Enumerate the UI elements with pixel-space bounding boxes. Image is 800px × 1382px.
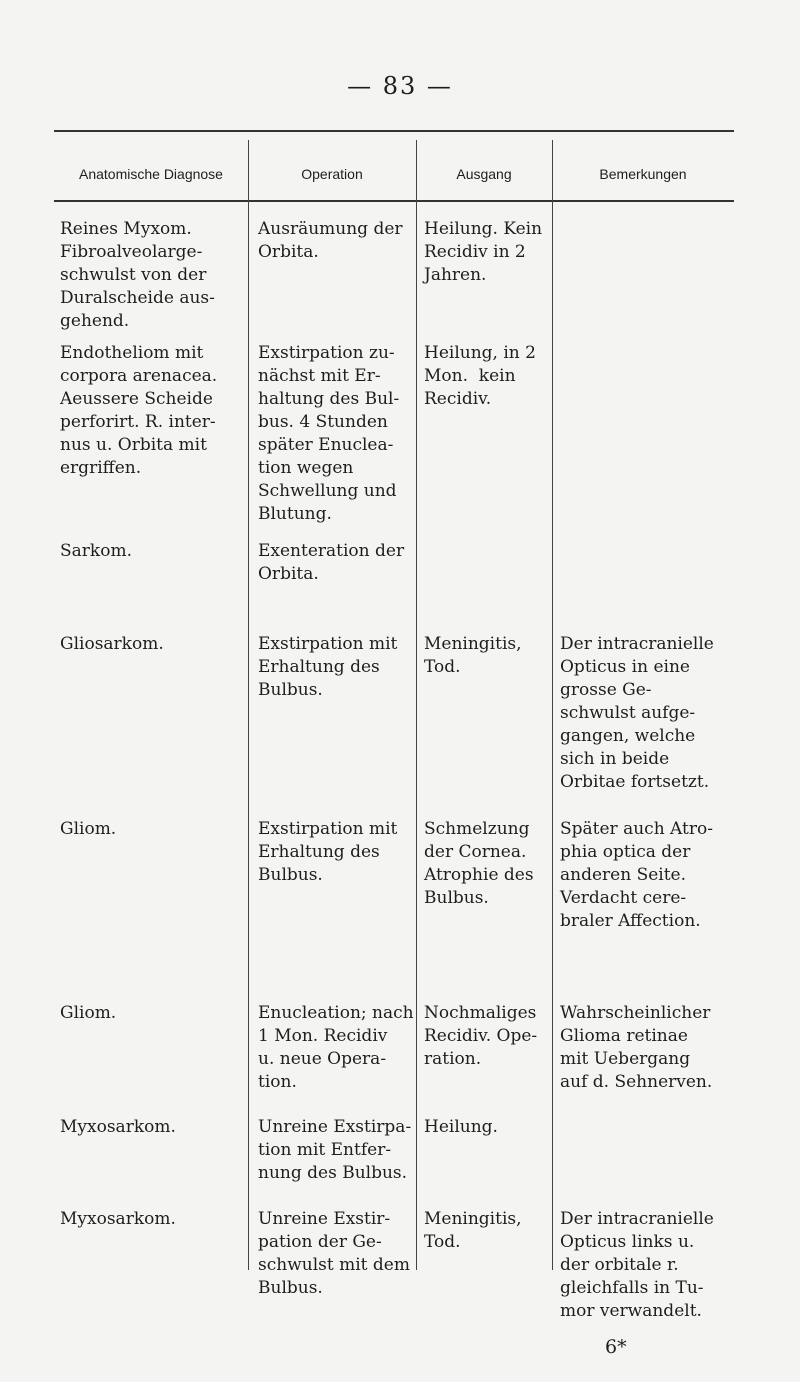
cell-diagnose: Myxosarkom.	[60, 1117, 176, 1137]
cell-ausgang: Nochmaliges Recidiv. Ope- ration.	[424, 1003, 538, 1069]
cell-ausgang: Heilung, in 2 Mon. kein Recidiv.	[424, 343, 536, 409]
header-bottom-rule	[54, 200, 734, 202]
header-ausgang: Ausgang	[456, 166, 512, 182]
cell-operation: Exenteration der Orbita.	[258, 541, 405, 584]
cell-ausgang: Schmelzung der Cornea. Atrophie des Bulbus.	[424, 819, 534, 908]
header-bemerkungen: Bemerkungen	[599, 166, 687, 182]
cell-diagnose: Sarkom.	[60, 541, 132, 561]
cell-ausgang: Meningitis, Tod.	[424, 634, 522, 677]
cell-bemerkungen: Der intracranielle Opticus links u. der orbitale r. gleichfalls in Tu- mor verwandelt.	[560, 1209, 714, 1321]
header-operation: Operation	[301, 166, 363, 182]
cell-diagnose: Gliom.	[60, 819, 117, 839]
cell-ausgang: Heilung.	[424, 1117, 498, 1137]
column-divider	[416, 140, 417, 1270]
cell-diagnose: Gliosarkom.	[60, 634, 164, 654]
cell-diagnose: Reines Myxom. Fibroalveolarge- schwulst von der Duralscheide aus- gehend.	[60, 219, 215, 331]
cell-operation: Exstirpation mit Erhaltung des Bulbus.	[258, 819, 398, 885]
cell-operation: Enucleation; nach 1 Mon. Recidiv u. neue Opera- tion.	[258, 1003, 414, 1092]
cell-diagnose: Myxosarkom.	[60, 1209, 176, 1229]
cell-bemerkungen: Der intracranielle Opticus in eine grosse Ge- schwulst aufge- gangen, welche sich in beide Orbitae fortsetzt.	[560, 634, 714, 792]
signature-mark: 6*	[605, 1336, 627, 1358]
page-number: — 83 —	[347, 72, 453, 100]
cell-ausgang: Meningitis, Tod.	[424, 1209, 522, 1252]
cell-diagnose: Endotheliom mit corpora arenacea. Aeussere Scheide perforirt. R. inter- nus u. Orbita mit ergriffen.	[60, 343, 218, 478]
cell-ausgang: Heilung. Kein Recidiv in 2 Jahren.	[424, 219, 543, 285]
cell-operation: Exstirpation zu- nächst mit Er- haltung des Bul- bus. 4 Stunden später Enuclea- tion wegen Schwellung und Blutung.	[258, 343, 400, 524]
cell-operation: Unreine Exstir- pation der Ge- schwulst mit dem Bulbus.	[258, 1209, 410, 1298]
column-divider	[248, 140, 249, 1270]
cell-operation: Ausräumung der Orbita.	[258, 219, 403, 262]
cell-bemerkungen: Wahrscheinlicher Glioma retinae mit Uebergang auf d. Sehnerven.	[560, 1003, 713, 1092]
cell-operation: Unreine Exstirpa- tion mit Entfer- nung des Bulbus.	[258, 1117, 412, 1183]
cell-bemerkungen: Später auch Atro- phia optica der anderen Seite. Verdacht cere- braler Affection.	[560, 819, 713, 931]
column-divider	[552, 140, 553, 1270]
cell-diagnose: Gliom.	[60, 1003, 117, 1023]
header-diagnose: Anatomische Diagnose	[79, 166, 223, 182]
cell-operation: Exstirpation mit Erhaltung des Bulbus.	[258, 634, 398, 700]
table-top-rule	[54, 130, 734, 132]
